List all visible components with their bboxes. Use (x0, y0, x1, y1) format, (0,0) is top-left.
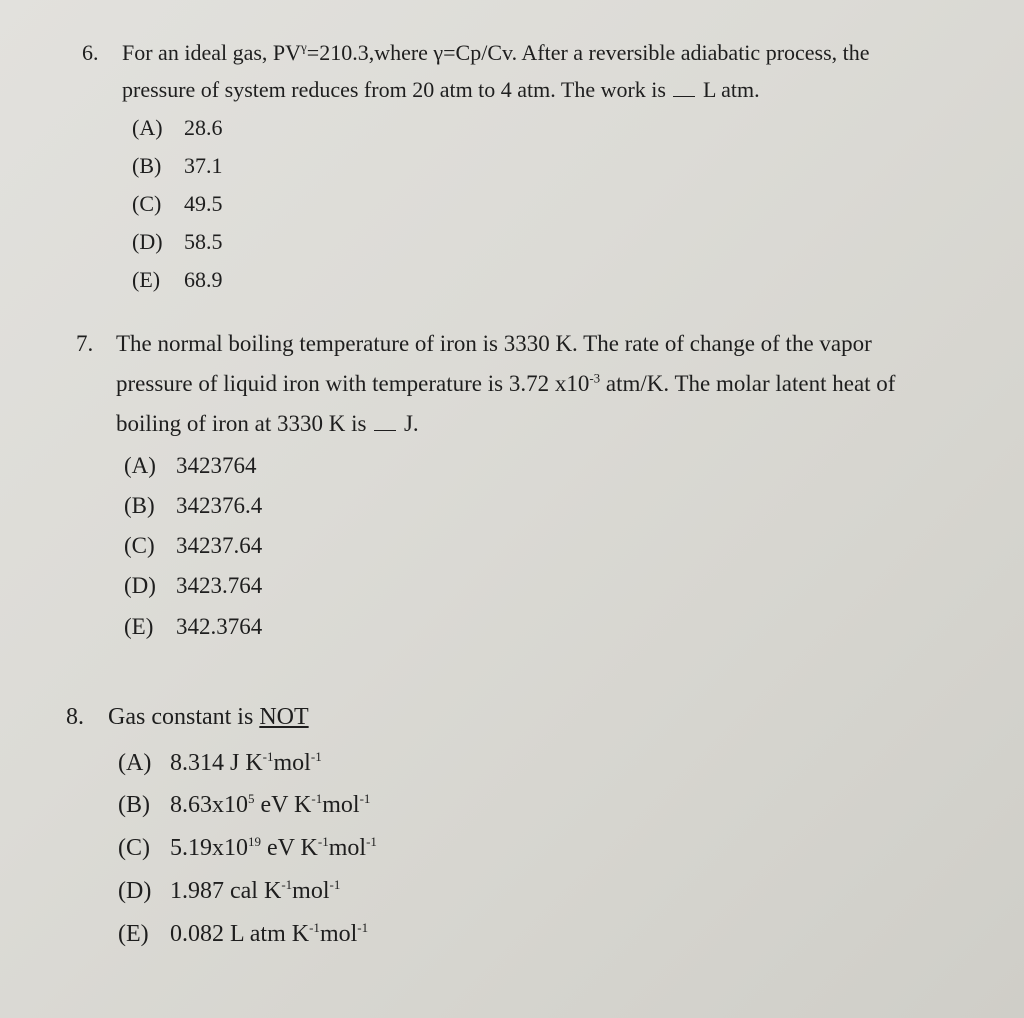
option-b: (B) 37.1 (132, 153, 223, 178)
option-e: (E) 0.082 L atm $K^{-1}mol^{-1}$ (118, 920, 369, 947)
option-c: (C) 34237.64 (124, 533, 263, 558)
question-text-line: boiling of iron at 3330 K is J. (116, 411, 419, 436)
option-a: (A) 3423764 (124, 453, 257, 478)
option-c: (C) $5.19x10^{19}$ eV $K^{-1}mol^{-1}$ (118, 834, 377, 861)
answer-blank (673, 78, 695, 97)
question-number: 6. (82, 40, 99, 65)
option-d: (D) 1.987 cal $K^{-1}mol^{-1}$ (118, 877, 341, 904)
option-b: (B) $8.63x10^5$ eV $K^{-1}mol^{-1}$ (118, 791, 371, 818)
option-d: (D) 58.5 (132, 229, 223, 254)
option-d: (D) 3423.764 (124, 573, 263, 598)
option-b: (B) 342376.4 (124, 493, 263, 518)
question-7 (76, 332, 1021, 662)
answer-blank (374, 412, 396, 431)
option-e: (E) 342.3764 (124, 614, 263, 639)
question-number: 7. (76, 331, 94, 356)
emphasis-not: NOT (259, 704, 309, 730)
question-text-line: Gas constant is NOT (108, 704, 309, 730)
option-a: (A) 8.314 J $K^{-1}mol^{-1}$ (118, 749, 322, 776)
option-c: (C) 49.5 (132, 191, 223, 216)
question-number: 8. (66, 704, 84, 730)
question-text-line: For an ideal gas, $PV^\gamma=210.3,where$ γ=Cp/Cv. After a reversible adiabatic process, the (122, 39, 870, 65)
option-e: (E) 68.9 (132, 267, 223, 292)
question-6 (82, 39, 1012, 292)
question-text-line: pressure of liquid iron with temperature is 3.72 $x10^{-3}$ atm/K. The molar latent heat of (116, 370, 896, 396)
option-a: (A) 28.6 (132, 115, 223, 140)
question-text-line: The normal boiling temperature of iron is 3330 K. The rate of change of the vapor (116, 331, 872, 356)
question-text-line: pressure of system reduces from 20 atm to 4 atm. The work is L atm. (122, 77, 760, 102)
question-8 (66, 705, 666, 975)
